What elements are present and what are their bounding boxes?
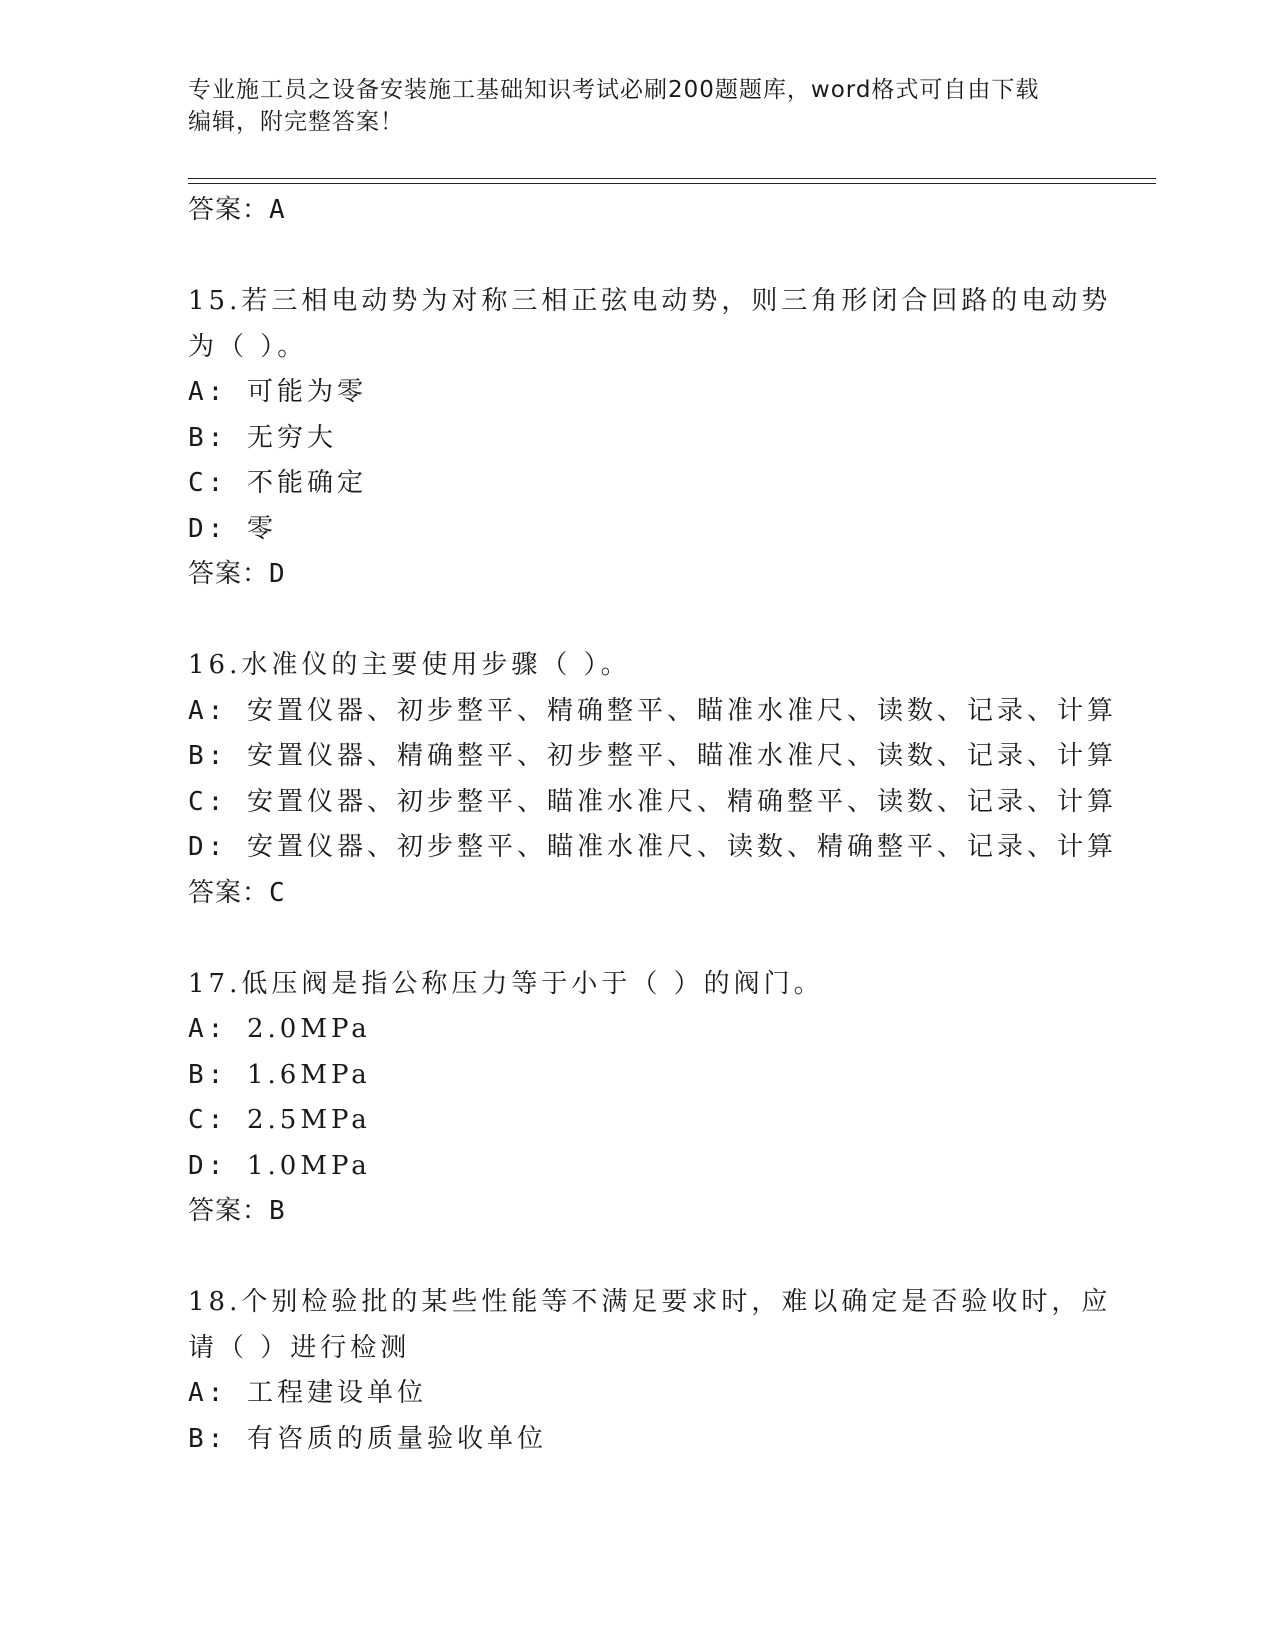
option-key: C: <box>188 1105 247 1135</box>
option-text: 安置仪器、精确整平、初步整平、瞄准水准尺、读数、记录、计算 <box>246 741 1117 771</box>
answer-prefix: 答案： <box>188 1196 270 1226</box>
option-text: 不能确定 <box>246 468 367 498</box>
answer-value: D <box>269 559 286 589</box>
option-a <box>188 1371 1088 1417</box>
option-text: 工程建设单位 <box>246 1378 427 1408</box>
option-key: A: <box>188 1378 247 1408</box>
answer-line <box>188 552 1088 598</box>
question-16 <box>188 643 1117 916</box>
spacer <box>188 234 1088 280</box>
header-title-line-1: 专业施工员之设备安装施工基础知识考试必刷200题题库，word格式可自由下载 <box>188 77 1040 103</box>
answer-prefix: 答案： <box>188 559 270 589</box>
answer-prefix: 答案： <box>188 195 270 225</box>
option-key: D: <box>188 1150 247 1181</box>
answer-line <box>188 871 1088 917</box>
option-key: B: <box>188 1059 247 1090</box>
document-header <box>188 74 1068 138</box>
option-b <box>188 1417 1088 1463</box>
header-rule-bottom <box>188 183 1156 184</box>
spacer <box>188 916 1088 962</box>
document-body <box>188 188 1117 1462</box>
answer-line <box>188 1189 1088 1235</box>
question-15 <box>188 279 1112 598</box>
option-d <box>188 1144 1088 1190</box>
option-c <box>188 1098 1088 1144</box>
option-a <box>188 1007 1088 1053</box>
option-key: D: <box>188 513 247 544</box>
option-a <box>188 689 1117 735</box>
spacer <box>188 1235 1088 1281</box>
option-d <box>188 825 1117 871</box>
question-stem-line: 16.水准仪的主要使用步骤（ ）。 <box>188 650 631 680</box>
option-text: 1.0MPa <box>246 1150 371 1181</box>
question-17 <box>188 962 1088 1235</box>
option-key: A: <box>188 695 247 726</box>
question-stem-line: 18.个别检验批的某些性能等不满足要求时，难以确定是否验收时，应 <box>188 1287 1112 1317</box>
option-text: 安置仪器、初步整平、瞄准水准尺、读数、精确整平、记录、计算 <box>246 832 1117 862</box>
option-text: 2.0MPa <box>246 1014 371 1044</box>
option-key: A: <box>188 377 247 407</box>
option-a <box>188 370 1088 416</box>
option-c <box>188 780 1117 826</box>
answer-value: A <box>269 195 286 225</box>
option-key: C: <box>188 786 247 817</box>
option-b <box>188 734 1117 780</box>
option-text: 可能为零 <box>246 377 367 407</box>
option-text: 无穷大 <box>246 422 337 453</box>
spacer <box>188 598 1088 644</box>
option-text: 1.6MPa <box>246 1059 371 1090</box>
option-c <box>188 461 1088 507</box>
answer-value: C <box>269 877 286 908</box>
answer-prefix: 答案： <box>188 877 270 908</box>
option-key: B: <box>188 741 247 771</box>
option-text: 安置仪器、初步整平、瞄准水准尺、精确整平、读数、记录、计算 <box>246 786 1117 817</box>
option-d <box>188 507 1088 553</box>
option-key: B: <box>188 1423 247 1454</box>
answer-value: B <box>269 1196 286 1226</box>
option-key: A: <box>188 1014 247 1044</box>
option-key: D: <box>188 832 247 862</box>
question-stem-line: 17.低压阀是指公称压力等于小于（ ）的阀门。 <box>188 968 824 999</box>
option-key: B: <box>188 422 247 453</box>
option-text: 2.5MPa <box>246 1105 371 1135</box>
question-stem-line: 15.若三相电动势为对称三相正弦电动势，则三角形闭合回路的电动势 <box>188 286 1112 316</box>
question-stem-line: 请（ ）进行检测 <box>188 1332 411 1363</box>
option-text: 零 <box>246 513 277 544</box>
header-rule-top <box>188 178 1156 179</box>
header-title-line-2: 编辑，附完整答案！ <box>188 109 404 135</box>
answer-line-prev <box>188 188 1088 234</box>
option-b <box>188 1053 1088 1099</box>
question-stem-line: 为（ ）。 <box>188 331 308 362</box>
option-key: C: <box>188 468 247 498</box>
question-18 <box>188 1280 1112 1462</box>
option-b <box>188 416 1088 462</box>
option-text: 安置仪器、初步整平、精确整平、瞄准水准尺、读数、记录、计算 <box>246 695 1117 726</box>
option-text: 有咨质的质量验收单位 <box>246 1423 547 1454</box>
